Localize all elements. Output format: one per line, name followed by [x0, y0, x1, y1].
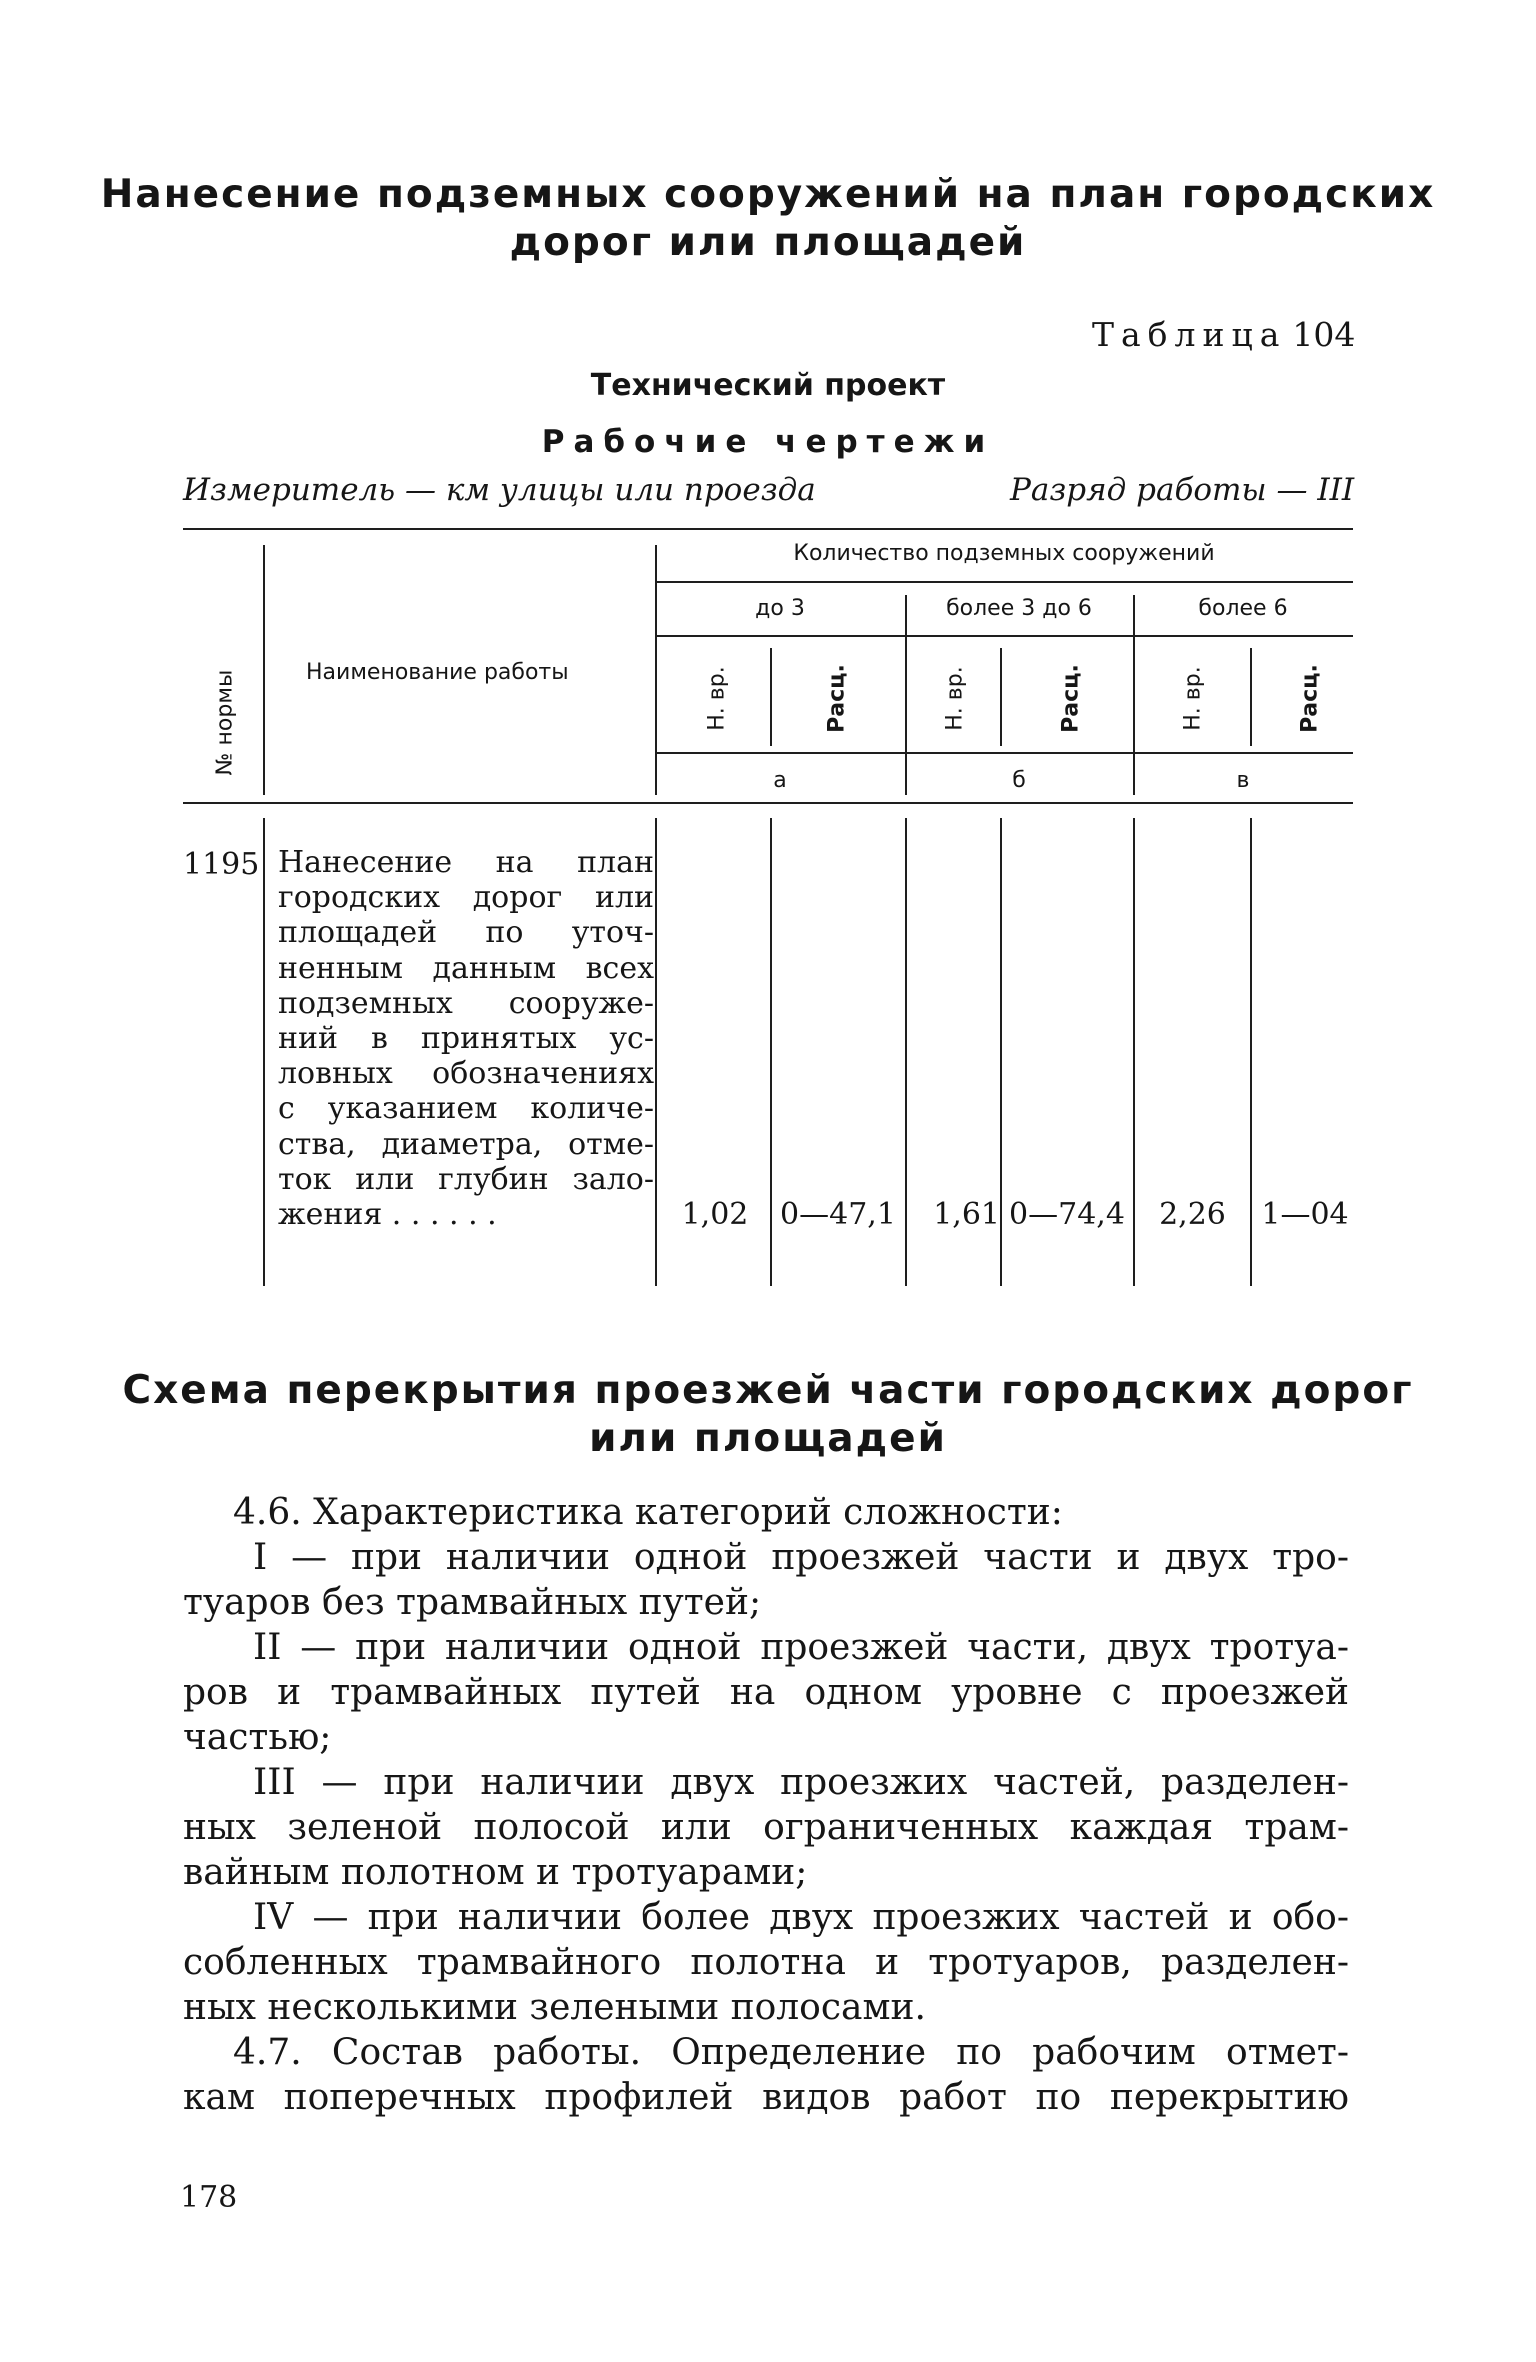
row-text-line: подземных сооруже-: [278, 985, 654, 1021]
row-text-line: ловных обозначениях: [278, 1056, 654, 1092]
value-b-hvr: 1,61: [933, 1197, 1000, 1232]
section-heading-line-2: дорог или площадей: [509, 220, 1027, 265]
row-text-line: Нанесение на план: [278, 845, 654, 880]
section-heading-line-1: Нанесение подземных сооружений на план городских: [100, 172, 1436, 217]
value-b-rasc: 0—74,4: [1009, 1197, 1125, 1232]
group-c-hvr: Н. вр.: [1180, 666, 1206, 731]
group-c-letter: в: [1236, 768, 1250, 793]
header-quantity: Количество подземных сооружений: [793, 541, 1215, 566]
header-divider-bc: [1133, 595, 1135, 795]
header-bottom-rule: [183, 802, 1353, 804]
header-divider-c: [1250, 648, 1252, 746]
measure-text: Измеритель — км улицы или проезда: [183, 472, 816, 508]
paragraph-line: вайным полотном и тротуарами;: [183, 1852, 808, 1893]
rule-under-quantity: [655, 581, 1353, 583]
group-c-label: более 6: [1198, 596, 1288, 621]
grade-text: Разряд работы — III: [1010, 472, 1355, 508]
group-a-letter: а: [773, 768, 787, 793]
table-top-rule: [183, 528, 1353, 530]
paragraph-line: ных зеленой полосой или ограниченных каждая трам-: [183, 1807, 1349, 1848]
row-work-description: [278, 845, 654, 1232]
paragraph-line: I — при наличии одной проезжей части и двух тро-: [253, 1537, 1349, 1578]
group-a-rasc: Расц.: [824, 664, 850, 733]
group-b-hvr: Н. вр.: [942, 666, 968, 731]
row-text-line: ток или глубин зало-: [278, 1161, 654, 1197]
rule-under-groups: [655, 635, 1353, 637]
group-a-label: до 3: [755, 596, 805, 621]
paragraph-line: кам поперечных профилей видов работ по перекрытию: [183, 2077, 1349, 2118]
value-a-hvr: 1,02: [681, 1197, 749, 1232]
section-heading-2-line-2: или площадей: [589, 1416, 947, 1461]
row-text-line: с указанием количе-: [278, 1091, 654, 1127]
body-text: [183, 1490, 1349, 2120]
subtitle-project: Технический проект: [590, 368, 946, 403]
body-divider-no: [263, 818, 265, 1286]
row-text-line: жения . . . . . .: [278, 1197, 497, 1233]
paragraph-line: III — при наличии двух проезжих частей, разделен-: [253, 1762, 1349, 1803]
paragraph-line: собленных трамвайного полотна и тротуаров, разделен-: [183, 1942, 1349, 1983]
body-divider-ab: [905, 818, 907, 1286]
paragraph-line: ных несколькими зелеными полосами.: [183, 1987, 926, 2028]
paragraph-line: 4.7. Состав работы. Определение по рабочим отмет-: [233, 2032, 1349, 2073]
subtitle-drawings: Рабочие чертежи: [541, 424, 995, 460]
header-work-name: Наименование работы: [306, 660, 569, 685]
section-heading-2-line-1: Схема перекрытия проезжей части городских дорог: [122, 1368, 1414, 1413]
header-divider-no: [263, 545, 265, 795]
row-text-line: ства, диаметра, отме-: [278, 1126, 654, 1162]
header-norm-no: № нормы: [212, 669, 238, 776]
paragraph-line: ров и трамвайных путей на одном уровне с проезжей: [183, 1672, 1349, 1713]
body-divider-bc: [1133, 818, 1135, 1286]
group-a-hvr: Н. вр.: [704, 666, 730, 731]
group-c-rasc: Расц.: [1297, 664, 1323, 733]
row-text-line: ний в принятых ус-: [278, 1021, 654, 1057]
group-b-rasc: Расц.: [1058, 664, 1084, 733]
value-a-rasc: 0—47,1: [780, 1197, 896, 1232]
row-text-line: городских дорог или: [278, 880, 654, 916]
table-caption-label: Таблица: [1092, 315, 1287, 354]
rule-under-subheaders: [655, 752, 1353, 754]
header-divider-a: [770, 648, 772, 746]
paragraph-line: IV — при наличии более двух проезжих частей и обо-: [253, 1897, 1349, 1938]
page-number: 178: [180, 2180, 238, 2215]
value-c-rasc: 1—04: [1261, 1197, 1349, 1232]
paragraph-line: туаров без трамвайных путей;: [183, 1582, 762, 1623]
body-divider-name: [655, 818, 657, 1286]
body-divider-c: [1250, 818, 1252, 1286]
paragraph-line: частью;: [183, 1717, 332, 1758]
table-caption: [1092, 315, 1355, 354]
group-b-label: более 3 до 6: [946, 596, 1092, 621]
header-divider-b: [1000, 648, 1002, 746]
header-divider-name: [655, 545, 657, 795]
group-b-letter: б: [1012, 768, 1026, 793]
row-norm-number: 1195: [183, 847, 260, 882]
header-divider-ab: [905, 595, 907, 795]
paragraph-line: II — при наличии одной проезжей части, двух тротуа-: [253, 1627, 1349, 1668]
row-text-line: площадей по уточ-: [278, 915, 654, 951]
table-caption-number: 104: [1292, 315, 1356, 354]
value-c-hvr: 2,26: [1159, 1197, 1226, 1232]
row-text-line: ненным данным всех: [278, 950, 654, 986]
paragraph-line: 4.6. Характеристика категорий сложности:: [233, 1492, 1063, 1533]
